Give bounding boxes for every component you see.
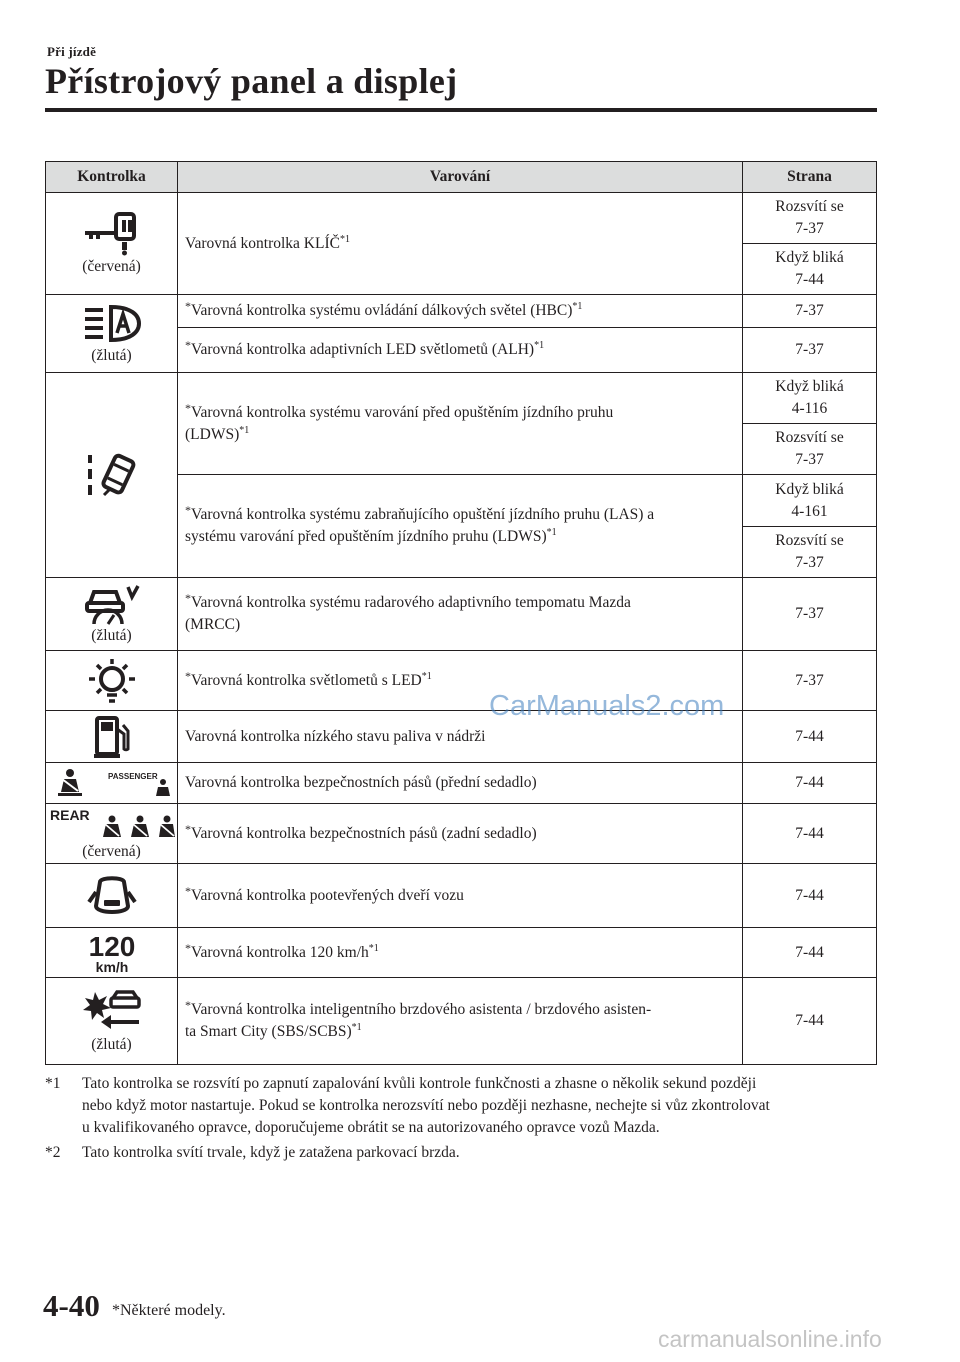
warning-description: *Varovná kontrolka systému zabraňujícího opuštění jízdního pruhu (LAS) a systému varování před opuštěním jízdního pruhu (LDWS)$^{*1}$ [178, 475, 743, 578]
col-header-warning: Varování [178, 162, 743, 193]
fuel-pump-icon [92, 715, 132, 759]
table-row [46, 578, 877, 651]
table-row [46, 928, 877, 978]
description-text: Varovná kontrolka světlometů s LED [191, 671, 422, 689]
page-note: *Některé modely. [112, 1302, 226, 1319]
footnote-ref: *1 [351, 1022, 362, 1033]
description-text: Varovná kontrolka adaptivních LED světlometů (ALH) [191, 341, 535, 358]
page-condition: Rozsvítí se [775, 198, 844, 215]
lane-departure-icon [84, 451, 140, 499]
page-number-ref: 7-37 [795, 451, 824, 468]
indicator-cell [46, 295, 178, 373]
speed-120-icon [82, 931, 142, 975]
color-caption: (žlutá) [91, 346, 132, 364]
page-ref-cell: 7-44 [743, 804, 877, 864]
description-text: Varovná kontrolka systému zabraňujícího opuštění jízdního pruhu (LAS) a [191, 506, 655, 523]
footnote-ref: *1 [572, 301, 583, 312]
footnote-line: u kvalifikovaného opravce, doporučujeme obrátit se na autorizovaného opravce vozů Mazda. [82, 1119, 660, 1136]
footnote-ref: *1 [368, 942, 379, 954]
table-row [46, 373, 877, 424]
door-ajar-icon [86, 872, 138, 920]
table-row [46, 763, 877, 804]
page-ref-cell [743, 244, 877, 295]
description-text: ta Smart City (SBS/SCBS) [185, 1023, 352, 1040]
page-ref-cell [743, 373, 877, 424]
page-ref-cell [743, 424, 877, 475]
footnote-mark: *2 [45, 1144, 61, 1161]
page-ref-cell: 7-44 [743, 978, 877, 1065]
color-caption: (červená) [82, 842, 141, 860]
warning-description: *Varovná kontrolka světlometů s LED$^{*1}$ [178, 651, 743, 711]
speed-number: 120 [88, 930, 135, 962]
footnote-ref: *1 [421, 670, 432, 682]
description-text: Varovná kontrolka pootevřených dveří vozu [191, 886, 464, 904]
page-ref-cell [743, 475, 877, 527]
site-watermark: carmanualsonline.info [658, 1326, 882, 1352]
indicator-cell [46, 864, 178, 928]
footnote-ref: *1 [339, 233, 350, 245]
page-ref-cell: 7-37 [743, 328, 877, 373]
warning-description: *Varovná kontrolka inteligentního brzdového asistenta / brzdového asisten- ta Smart City (SBS/SCBS)$^{*1}$ [178, 978, 743, 1065]
description-text: Varovná kontrolka systému radarového adaptivního tempomatu Mazda [191, 594, 631, 611]
page-ref-cell: 7-44 [743, 928, 877, 978]
key-warning-icon [82, 212, 142, 256]
color-caption: (červená) [82, 257, 141, 275]
table-row [46, 978, 877, 1065]
warning-description: *Varovná kontrolka systému radarového adaptivního tempomatu Mazda (MRCC) [178, 578, 743, 651]
table-row [46, 804, 877, 864]
page-ref-cell [743, 193, 877, 244]
warning-description: *Varovná kontrolka pootevřených dveří vozu [178, 864, 743, 928]
page-ref-cell: 7-44 [743, 711, 877, 763]
indicator-cell [46, 193, 178, 295]
table-row [46, 193, 877, 244]
warning-description: *Varovná kontrolka adaptivních LED světlometů (ALH)$^{*1}$ [178, 328, 743, 373]
section-label: Při jízdě [47, 44, 97, 59]
indicator-cell [46, 373, 178, 578]
footnote-line: nebo když motor nastartuje. Pokud se kontrolka nerozsvítí nebo později nezhasne, nechejte si vůz zkontrolovat [82, 1097, 770, 1114]
footnote-ref: *1 [239, 424, 250, 436]
page-ref-cell: 7-37 [743, 295, 877, 328]
rear-label: REAR [50, 806, 90, 823]
warning-lights-table [45, 161, 877, 1065]
description-text: Varovná kontrolka bezpečnostních pásů (zadní sedadlo) [191, 824, 537, 842]
table-row [46, 651, 877, 711]
passenger-label: PASSENGER [107, 772, 158, 781]
description-text: systému varování před opuštěním jízdního pruhu (LDWS) [185, 528, 547, 545]
footnote-line: Tato kontrolka se rozsvítí po zapnutí zapalování kvůli kontrole funkčnosti a zhasne o několik sekund později [82, 1075, 757, 1092]
led-headlight-icon [85, 657, 139, 705]
watermark: CarManuals2.com [489, 690, 725, 722]
title-rule [45, 108, 877, 112]
page-number-ref: 7-37 [795, 554, 824, 571]
speed-unit: km/h [95, 958, 128, 975]
description-text: Varovná kontrolka systému varování před opuštěním jízdního pruhu [191, 403, 614, 421]
description-text: Varovná kontrolka systému ovládání dálkových světel (HBC) [191, 302, 573, 319]
warning-description [178, 763, 743, 804]
footnote-2 [45, 1142, 880, 1164]
description-text: Varovná kontrolka nízkého stavu paliva v nádrži [185, 727, 486, 745]
page-number-ref: 4-116 [791, 400, 828, 417]
table-row [46, 711, 877, 763]
footnote-ref: *1 [546, 527, 557, 538]
brake-assist-icon [81, 988, 143, 1034]
warning-description: *Varovná kontrolka systému ovládání dálkových světel (HBC)$^{*1}$ [178, 295, 743, 328]
page-ref-cell: 7-37 [743, 578, 877, 651]
description-text: Varovná kontrolka inteligentního brzdového asistenta / brzdového asisten- [191, 1001, 652, 1018]
page-condition: Když bliká [775, 480, 844, 498]
page-title: Přístrojový panel a displej [45, 61, 458, 101]
color-caption: (žlutá) [91, 627, 132, 644]
page-condition: Když bliká [775, 249, 844, 266]
headlight-auto-icon [81, 303, 143, 345]
description-text: Varovná kontrolka 120 km/h [191, 943, 369, 961]
page-number: 4-40 [43, 1288, 100, 1323]
seatbelt-rear-icon [48, 807, 176, 841]
indicator-cell [46, 711, 178, 763]
description-text: Varovná kontrolka bezpečnostních pásů (přední sedadlo) [185, 774, 537, 791]
page-number-ref: 7-37 [795, 220, 824, 237]
warning-description: *Varovná kontrolka systému varování před opuštěním jízdního pruhu (LDWS)$^{*1}$ [178, 373, 743, 475]
table-row [46, 295, 877, 328]
page-number-ref: 7-44 [795, 271, 824, 288]
warning-description: *Varovná kontrolka 120 $km/h^{*1}$ [178, 928, 743, 978]
color-caption: (žlutá) [91, 1036, 132, 1053]
table-row [46, 864, 877, 928]
page-ref-cell: 7-44 [743, 864, 877, 928]
footnote-mark: *1 [45, 1075, 61, 1092]
radar-cruise-icon [84, 583, 140, 625]
page-number-ref: 4-161 [791, 502, 828, 520]
description-text: (MRCC) [185, 616, 241, 633]
page-condition: Rozsvítí se [775, 429, 844, 446]
footnote-1 [45, 1073, 880, 1139]
page-ref-cell: 7-44 [743, 763, 877, 804]
page-condition: Když bliká [775, 378, 844, 395]
footnote-line: Tato kontrolka svítí trvale, když je zatažena parkovací brzda. [82, 1144, 460, 1161]
col-header-page: Strana [743, 162, 877, 193]
page-condition: Rozsvítí se [775, 532, 844, 549]
footnote-ref: *1 [534, 340, 545, 351]
page-ref-cell [743, 527, 877, 578]
col-header-indicator: Kontrolka [46, 162, 178, 193]
indicator-cell [46, 978, 178, 1065]
seatbelt-front-icon [50, 768, 174, 798]
indicator-cell [46, 651, 178, 711]
indicator-cell [46, 928, 178, 978]
warning-description [178, 193, 743, 295]
table-header-row [46, 162, 877, 193]
indicator-cell [46, 578, 178, 651]
indicator-cell [46, 804, 178, 864]
warning-description: *Varovná kontrolka bezpečnostních pásů (zadní sedadlo) [178, 804, 743, 864]
page-ref-cell: 7-37 [743, 651, 877, 711]
description-text: (LDWS) [185, 425, 240, 443]
description-text: Varovná kontrolka KLÍČ [185, 234, 340, 252]
indicator-cell [46, 763, 178, 804]
